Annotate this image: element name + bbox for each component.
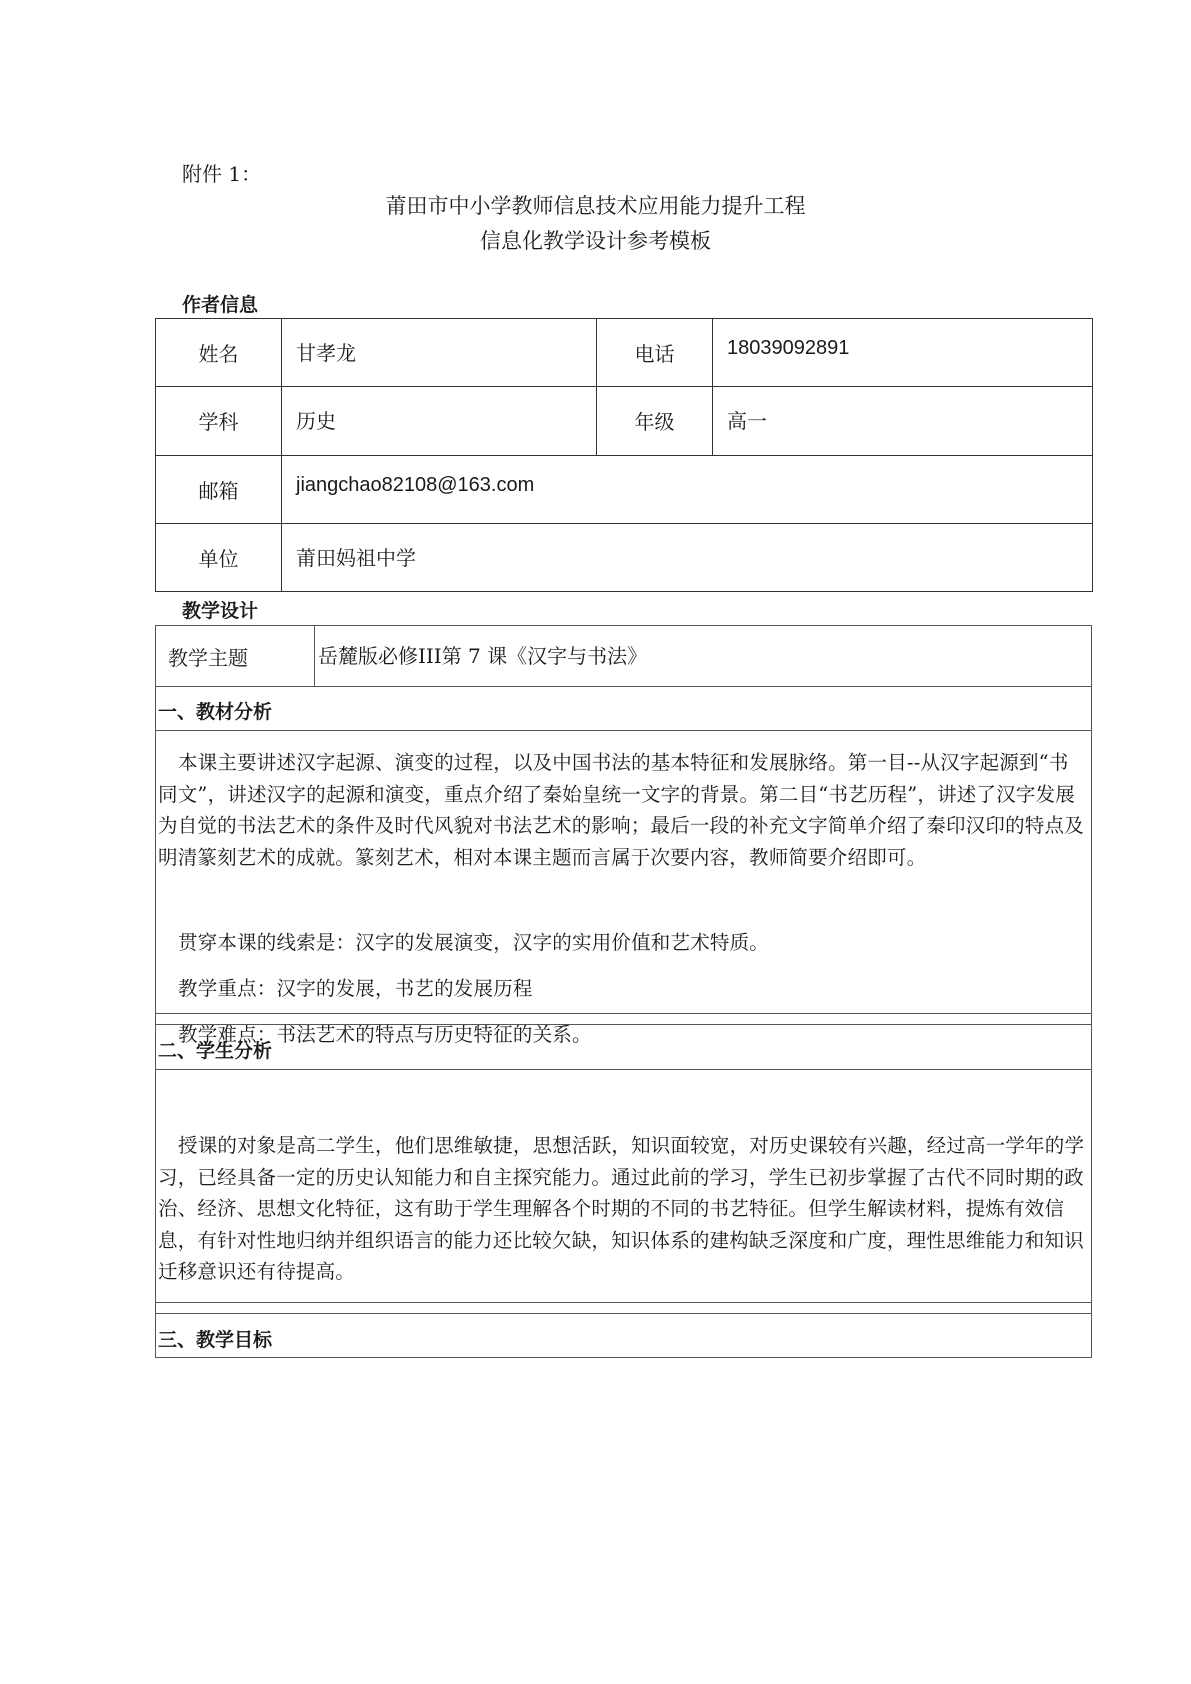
topic-label: 教学主题	[168, 646, 248, 670]
grade-label: 年级	[597, 387, 713, 455]
topic-value: 岳麓版必修III第 7 课《汉字与书法》	[318, 644, 648, 668]
subject-label: 学科	[156, 387, 282, 455]
document-subtitle: 信息化教学设计参考模板	[480, 229, 711, 253]
design-section-heading: 教学设计	[182, 600, 259, 622]
section-divider	[156, 1013, 1091, 1025]
document-title: 莆田市中小学教师信息技术应用能力提升工程	[385, 194, 806, 218]
teaching-goals-heading: 三、教学目标	[158, 1329, 273, 1351]
key-points-paragraph: 教学重点：汉字的发展，书艺的发展历程	[178, 977, 533, 1000]
lesson-clue-paragraph: 贯穿本课的线索是：汉字的发展演变，汉字的实用价值和艺术特质。	[178, 931, 770, 954]
material-analysis-heading: 一、教材分析	[156, 686, 1091, 731]
author-section-heading: 作者信息	[182, 294, 259, 316]
difficult-points-paragraph: 教学难点：书法艺术的特点与历史特征的关系。	[178, 1023, 592, 1046]
name-label: 姓名	[156, 319, 282, 387]
unit-value: 莆田妈祖中学	[282, 523, 1093, 591]
author-info-table	[155, 318, 1093, 592]
topic-row	[156, 626, 1091, 687]
name-value: 甘孝龙	[282, 319, 597, 387]
material-analysis-paragraph: 本课主要讲述汉字起源、演变的过程，以及中国书法的基本特征和发展脉络。第一目--从汉字起源到“书同文”，讲述汉字的起源和演变，重点介绍了秦始皇统一文字的背景。第二目“书艺历程”，讲述了汉字发展为自觉的书法艺术的条件及时代风貌对书法艺术的影响；最后一段的补充文字简单介绍了秦印汉印的特点及明清篆刻艺术的成就。篆刻艺术，相对本课主题而言属于次要内容，教师简要介绍即可。	[158, 751, 1084, 869]
student-analysis-heading: 二、学生分析	[156, 1025, 1091, 1070]
subject-value: 历史	[282, 387, 597, 455]
email-value: jiangchao82108@163.com	[282, 455, 1093, 523]
phone-value: 18039092891	[713, 319, 1093, 387]
attachment-label: 附件 1：	[182, 162, 262, 186]
phone-label: 电话	[597, 319, 713, 387]
topic-divider	[314, 626, 315, 686]
teaching-design-table	[155, 625, 1092, 1358]
grade-value: 高一	[713, 387, 1093, 455]
email-label: 邮箱	[156, 455, 282, 523]
section-divider	[156, 1302, 1091, 1314]
unit-label: 单位	[156, 523, 282, 591]
student-analysis-paragraph: 授课的对象是高二学生，他们思维敏捷，思想活跃，知识面较宽，对历史课较有兴趣，经过高一学年的学习，已经具备一定的历史认知能力和自主探究能力。通过此前的学习，学生已初步掌握了古代不同时期的政治、经济、思想文化特征，这有助于学生理解各个时期的不同的书艺特征。但学生解读材料，提炼有效信息，有针对性地归纳并组织语言的能力还比较欠缺，知识体系的建构缺乏深度和广度，理性思维能力和知识迁移意识还有待提高。	[158, 1134, 1085, 1283]
